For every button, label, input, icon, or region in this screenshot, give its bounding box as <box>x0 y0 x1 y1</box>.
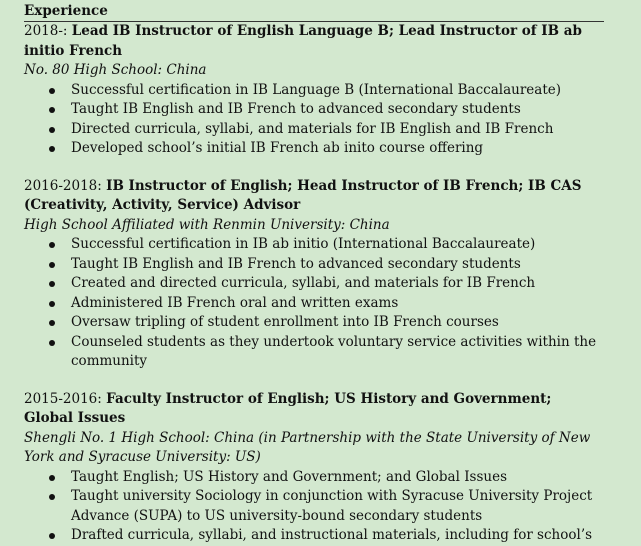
job-entry <box>24 177 602 372</box>
job-role: IB Instructor of English; Head Instructor of IB French; IB CAS (Creativity, Activity, Service) Advisor <box>24 177 582 213</box>
duty-item: Taught IB English and IB French to advanced secondary students <box>71 100 602 120</box>
duty-item: Developed school’s initial IB French ab inito course offering <box>71 139 602 159</box>
job-years: 2015-2016: <box>24 390 107 407</box>
job-role: Lead IB Instructor of English Language B; Lead Instructor of IB ab initio French <box>24 23 582 59</box>
duty-item: Successful certification in IB ab initio (International Baccalaureate) <box>71 235 602 255</box>
duty-item: Directed curricula, syllabi, and materials for IB English and IB French <box>71 120 602 140</box>
resume-document <box>24 0 602 546</box>
duty-item: Created and directed curricula, syllabi, and materials for IB French <box>71 274 602 294</box>
job-entry <box>24 22 602 159</box>
job-entry <box>24 390 602 546</box>
duty-item: Taught IB English and IB French to advanced secondary students <box>71 255 602 275</box>
duties-list <box>24 468 602 546</box>
job-title <box>24 390 602 429</box>
job-title <box>24 22 602 61</box>
job-employer: High School Affiliated with Renmin University: China <box>24 216 390 233</box>
job-years: 2016-2018: <box>24 177 107 194</box>
duty-item: Successful certification in IB Language B (International Baccalaureate) <box>71 81 602 101</box>
duty-item: Drafted curricula, syllabi, and instructional materials, including for school’s <box>71 526 602 546</box>
job-role: Faculty Instructor of English; US History and Government; Global Issues <box>24 390 552 426</box>
duty-item: Administered IB French oral and written exams <box>71 294 602 314</box>
duty-item: Taught university Sociology in conjunction with Syracuse University Project Advance (SUPA) to US university-bound secondary students <box>71 487 602 526</box>
duties-list <box>24 81 602 159</box>
duties-list <box>24 235 602 372</box>
section-heading-experience: Experience <box>24 0 604 22</box>
duty-item: Oversaw tripling of student enrollment into IB French courses <box>71 313 602 333</box>
job-employer: No. 80 High School: China <box>24 62 207 78</box>
job-years: 2018-: <box>24 23 72 39</box>
duty-item: Taught English; US History and Government; and Global Issues <box>71 468 602 488</box>
job-employer: Shengli No. 1 High School: China (in Partnership with the State University of New York and Syracuse University: US) <box>24 429 591 465</box>
job-title <box>24 177 602 216</box>
duty-item: Counseled students as they undertook voluntary service activities within the community <box>71 333 602 372</box>
